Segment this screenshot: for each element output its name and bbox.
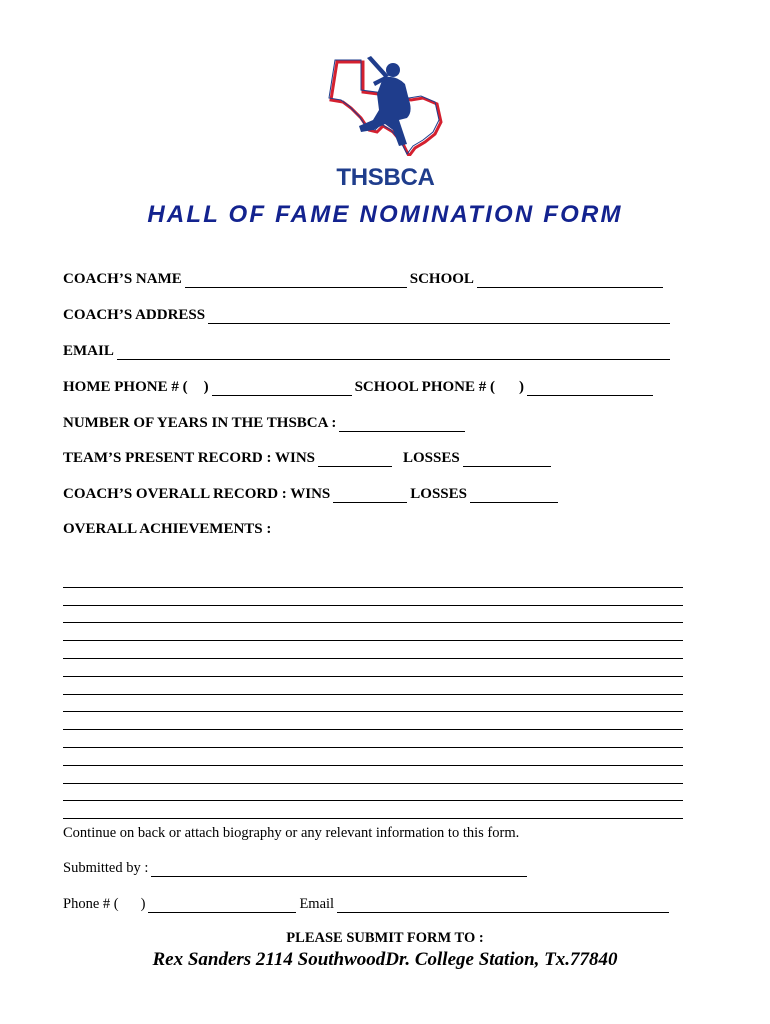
school-label: SCHOOL <box>409 271 474 287</box>
achievement-line[interactable] <box>63 641 683 659</box>
team-losses-field[interactable] <box>463 454 551 467</box>
mailing-address: Rex Sanders 2114 SouthwoodDr. College Station, Tx.77840 <box>152 949 618 970</box>
team-wins-field[interactable] <box>318 454 392 467</box>
footer-phone-label: Phone # ( <box>63 896 119 912</box>
achievement-line[interactable] <box>63 659 683 677</box>
home-phone-close-paren: ) <box>203 379 209 395</box>
achievements-label: OVERALL ACHIEVEMENTS : <box>63 521 272 537</box>
team-record-row <box>63 447 684 467</box>
coach-name-label: COACH’S NAME <box>63 271 182 287</box>
phone-row <box>63 376 684 396</box>
overall-wins-label: COACH’S OVERALL RECORD : WINS <box>63 486 331 502</box>
coach-name-field[interactable] <box>185 275 407 288</box>
email-row <box>63 340 684 360</box>
coach-address-row <box>63 304 684 324</box>
footer-email-field[interactable] <box>337 900 669 913</box>
achievement-line[interactable] <box>63 606 683 624</box>
email-field[interactable] <box>117 347 670 360</box>
school-field[interactable] <box>477 275 663 288</box>
achievement-line[interactable] <box>63 570 683 588</box>
submitted-by-label: Submitted by : <box>63 860 149 876</box>
overall-record-row <box>63 483 684 503</box>
achievement-line[interactable] <box>63 677 683 695</box>
school-phone-field[interactable] <box>527 383 653 396</box>
coach-address-label: COACH’S ADDRESS <box>63 307 206 323</box>
overall-losses-field[interactable] <box>470 490 558 503</box>
footer-phone-field[interactable] <box>148 900 296 913</box>
achievement-line[interactable] <box>63 748 683 766</box>
submitted-by-field[interactable] <box>151 864 527 877</box>
years-row <box>63 412 684 432</box>
home-phone-label: HOME PHONE # ( <box>63 379 188 395</box>
school-phone-label: SCHOOL PHONE # ( <box>354 379 496 395</box>
achievement-line[interactable] <box>63 623 683 641</box>
years-field[interactable] <box>339 419 465 432</box>
footer-phone-close-paren: ) <box>140 896 146 912</box>
achievements-lines <box>63 570 683 819</box>
coach-name-row <box>63 268 684 288</box>
form-title: HALL OF FAME NOMINATION FORM <box>147 201 623 228</box>
footer-contact-row <box>63 893 684 913</box>
achievement-line[interactable] <box>63 588 683 606</box>
team-losses-label: LOSSES <box>403 450 460 466</box>
texas-batter-icon <box>323 48 448 156</box>
years-label: NUMBER OF YEARS IN THE THSBCA : <box>63 415 337 431</box>
achievement-line[interactable] <box>63 801 683 819</box>
overall-losses-label: LOSSES <box>410 486 467 502</box>
thsbca-logo <box>323 48 448 198</box>
team-wins-label: TEAM’S PRESENT RECORD : WINS <box>63 450 315 466</box>
home-phone-field[interactable] <box>212 383 352 396</box>
footer-email-label: Email <box>299 896 335 912</box>
achievement-line[interactable] <box>63 712 683 730</box>
achievements-row <box>63 518 684 538</box>
continue-note: Continue on back or attach biography or any relevant information to this form. <box>63 825 520 841</box>
achievement-line[interactable] <box>63 784 683 802</box>
email-label: EMAIL <box>63 343 114 359</box>
submit-heading: PLEASE SUBMIT FORM TO : <box>286 930 484 946</box>
achievement-line[interactable] <box>63 695 683 713</box>
achievement-line[interactable] <box>63 730 683 748</box>
school-phone-close-paren: ) <box>519 379 525 395</box>
continue-note-row <box>63 822 684 842</box>
submitted-by-row <box>63 857 684 877</box>
overall-wins-field[interactable] <box>333 490 407 503</box>
achievement-line[interactable] <box>63 766 683 784</box>
coach-address-field[interactable] <box>208 311 670 324</box>
logo-text: THSBCA <box>336 164 435 191</box>
